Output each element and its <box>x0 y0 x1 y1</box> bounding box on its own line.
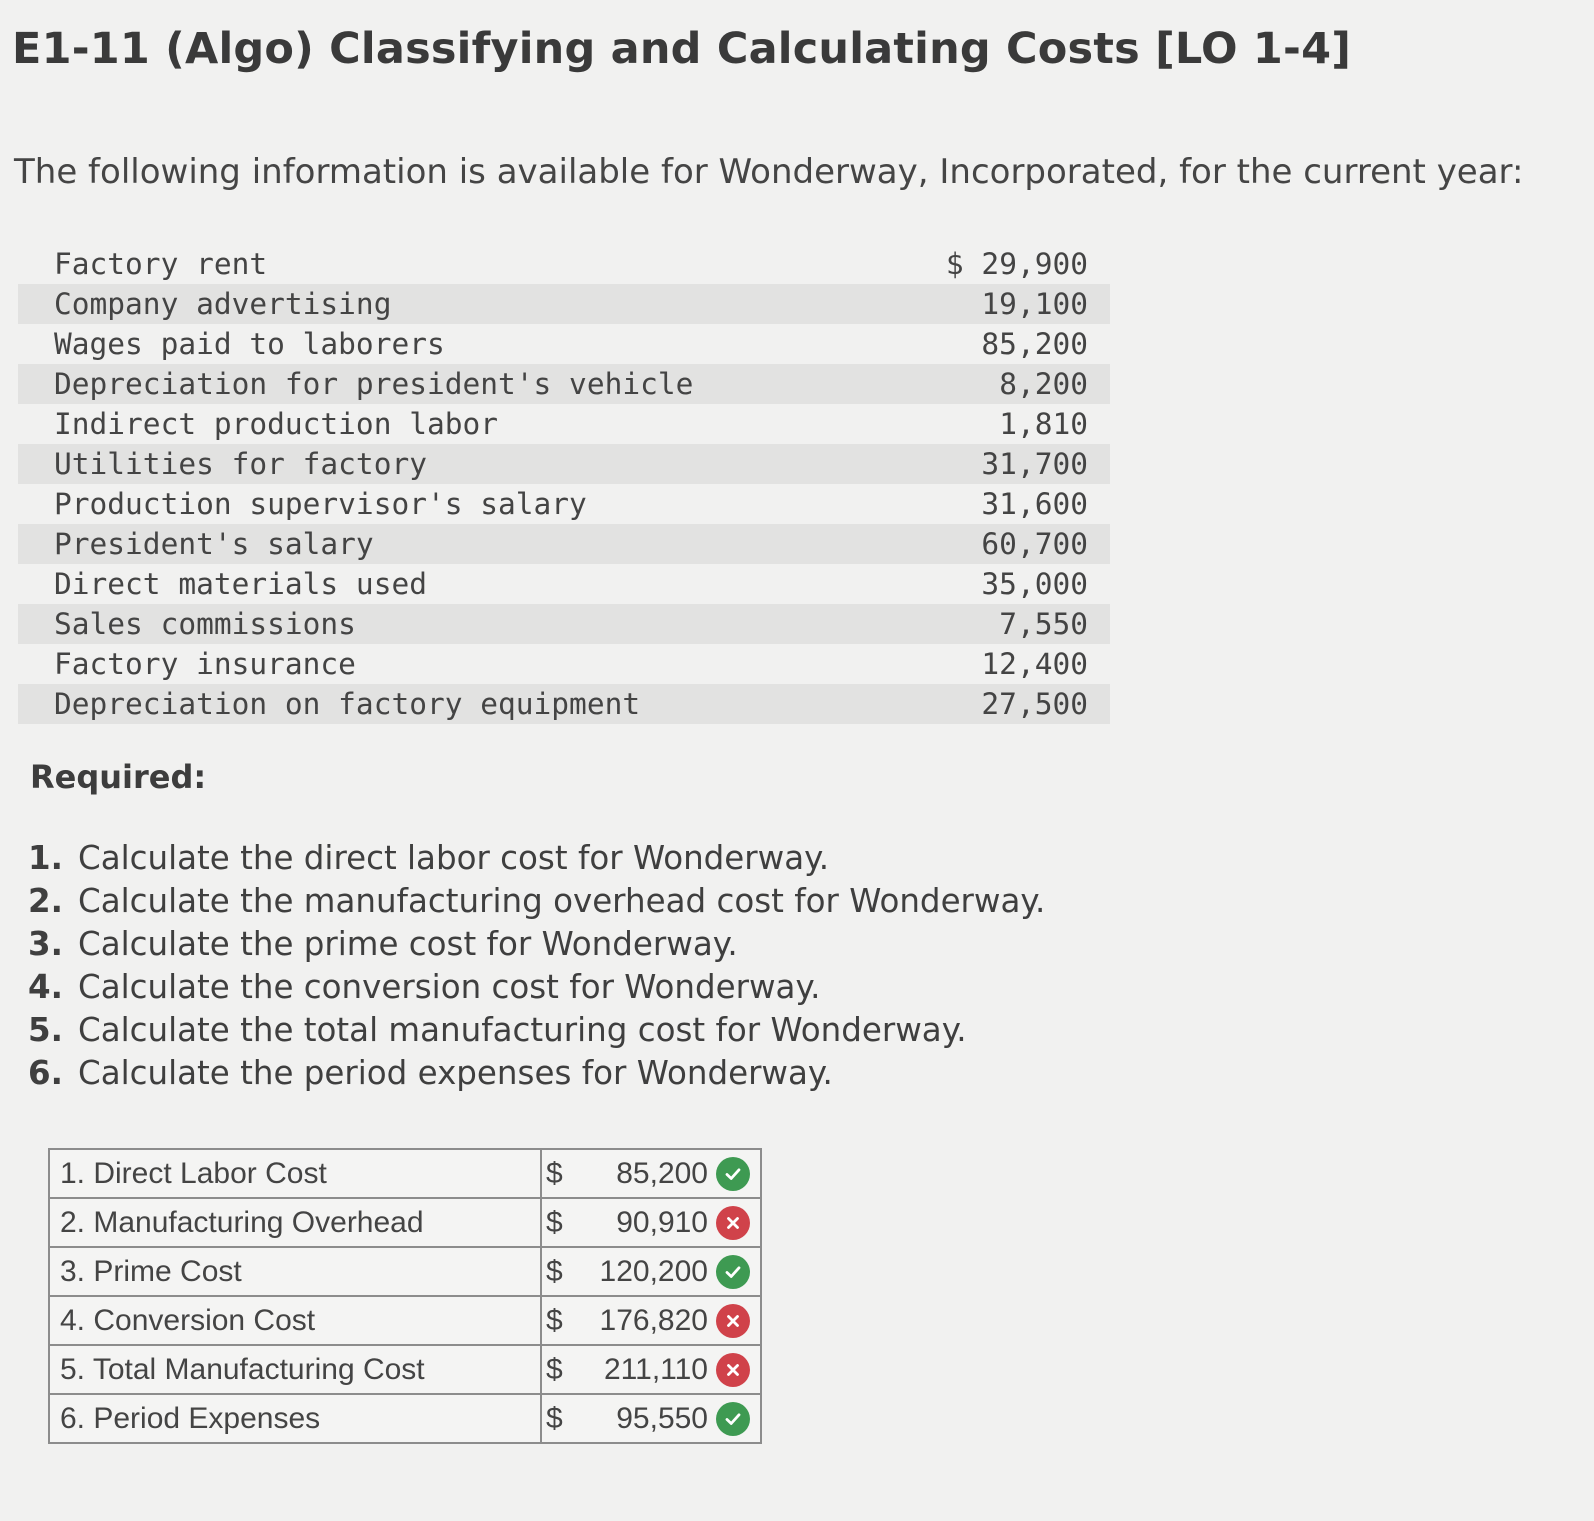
answer-row <box>49 1296 761 1345</box>
cost-value: 31,600 <box>981 487 1088 521</box>
required-item <box>28 1051 1045 1094</box>
required-item <box>28 965 1045 1008</box>
answer-row <box>49 1198 761 1247</box>
answer-label: 4. Conversion Cost <box>49 1296 541 1345</box>
answer-input[interactable]: 211,110 <box>604 1352 708 1386</box>
required-list <box>28 836 1045 1094</box>
cost-value: 35,000 <box>981 567 1088 601</box>
intro-text: The following information is available for Wonderway, Incorporated, for the current year: <box>14 152 1524 192</box>
page-title: E1-11 (Algo) Classifying and Calculating Costs [LO 1-4] <box>12 24 1352 74</box>
cost-value: $ 29,900 <box>945 247 1088 281</box>
cost-label: Company advertising <box>54 287 392 321</box>
required-item-number: 3. <box>28 924 63 963</box>
cost-value: 19,100 <box>981 287 1088 321</box>
cost-row <box>18 324 1110 364</box>
cost-label: Indirect production labor <box>54 407 499 441</box>
answer-cell[interactable] <box>541 1198 761 1247</box>
answer-cell[interactable] <box>541 1296 761 1345</box>
cost-value: 31,700 <box>981 447 1088 481</box>
required-heading: Required: <box>30 758 207 796</box>
currency-symbol: $ <box>546 1205 563 1239</box>
currency-symbol: $ <box>546 1254 563 1288</box>
answer-cell[interactable] <box>541 1345 761 1394</box>
required-item-number: 6. <box>28 1053 63 1092</box>
cost-label: Factory insurance <box>54 647 356 681</box>
cost-value: 85,200 <box>981 327 1088 361</box>
currency-symbol: $ <box>546 1156 563 1190</box>
cost-value: 8,200 <box>999 367 1088 401</box>
check-icon <box>716 1255 750 1289</box>
answer-row <box>49 1247 761 1296</box>
x-icon <box>716 1304 750 1338</box>
cost-row <box>18 524 1110 564</box>
answer-input[interactable]: 176,820 <box>599 1303 708 1337</box>
answer-cell[interactable] <box>541 1247 761 1296</box>
x-icon <box>716 1353 750 1387</box>
cost-label: Utilities for factory <box>54 447 427 481</box>
answer-label: 1. Direct Labor Cost <box>49 1149 541 1198</box>
cost-info-table <box>18 244 1110 724</box>
currency-symbol: $ <box>546 1352 563 1386</box>
currency-symbol: $ <box>546 1303 563 1337</box>
cost-value: 1,810 <box>999 407 1088 441</box>
answer-row <box>49 1149 761 1198</box>
answer-input[interactable]: 90,910 <box>616 1205 708 1239</box>
required-item-text: Calculate the conversion cost for Wonderway. <box>78 967 821 1006</box>
cost-label: Production supervisor's salary <box>54 487 587 521</box>
required-item-text: Calculate the period expenses for Wonderway. <box>78 1053 833 1092</box>
cost-label: President's salary <box>54 527 374 561</box>
cost-row <box>18 444 1110 484</box>
cost-value: 27,500 <box>981 687 1088 721</box>
cost-label: Sales commissions <box>54 607 356 641</box>
cost-label: Direct materials used <box>54 567 427 601</box>
required-item-text: Calculate the prime cost for Wonderway. <box>78 924 738 963</box>
cost-row <box>18 244 1110 284</box>
required-item <box>28 1008 1045 1051</box>
answer-cell[interactable] <box>541 1149 761 1198</box>
cost-value: 12,400 <box>981 647 1088 681</box>
check-icon <box>716 1402 750 1436</box>
cost-row <box>18 644 1110 684</box>
check-icon <box>716 1157 750 1191</box>
answer-input[interactable]: 120,200 <box>599 1254 708 1288</box>
cost-label: Wages paid to laborers <box>54 327 445 361</box>
required-item <box>28 922 1045 965</box>
cost-row <box>18 484 1110 524</box>
cost-label: Factory rent <box>54 247 268 281</box>
cost-value: 60,700 <box>981 527 1088 561</box>
answer-row <box>49 1345 761 1394</box>
cost-row <box>18 284 1110 324</box>
required-item-number: 2. <box>28 881 63 920</box>
answer-cell[interactable] <box>541 1394 761 1443</box>
required-item-text: Calculate the total manufacturing cost for Wonderway. <box>78 1010 967 1049</box>
cost-row <box>18 364 1110 404</box>
required-item-text: Calculate the direct labor cost for Wonderway. <box>78 838 830 877</box>
cost-label: Depreciation for president's vehicle <box>54 367 694 401</box>
answer-label: 5. Total Manufacturing Cost <box>49 1345 541 1394</box>
answer-table <box>48 1148 762 1444</box>
cost-label: Depreciation on factory equipment <box>54 687 641 721</box>
answer-label: 3. Prime Cost <box>49 1247 541 1296</box>
cost-row <box>18 604 1110 644</box>
cost-row <box>18 684 1110 724</box>
x-icon <box>716 1206 750 1240</box>
required-item <box>28 879 1045 922</box>
cost-row <box>18 404 1110 444</box>
currency-symbol: $ <box>546 1401 563 1435</box>
required-item <box>28 836 1045 879</box>
answer-row <box>49 1394 761 1443</box>
cost-value: 7,550 <box>999 607 1088 641</box>
answer-input[interactable]: 85,200 <box>616 1156 708 1190</box>
answer-input[interactable]: 95,550 <box>616 1401 708 1435</box>
required-item-text: Calculate the manufacturing overhead cost for Wonderway. <box>78 881 1046 920</box>
cost-row <box>18 564 1110 604</box>
required-item-number: 5. <box>28 1010 63 1049</box>
required-item-number: 4. <box>28 967 63 1006</box>
answer-label: 2. Manufacturing Overhead <box>49 1198 541 1247</box>
required-item-number: 1. <box>28 838 63 877</box>
answer-label: 6. Period Expenses <box>49 1394 541 1443</box>
